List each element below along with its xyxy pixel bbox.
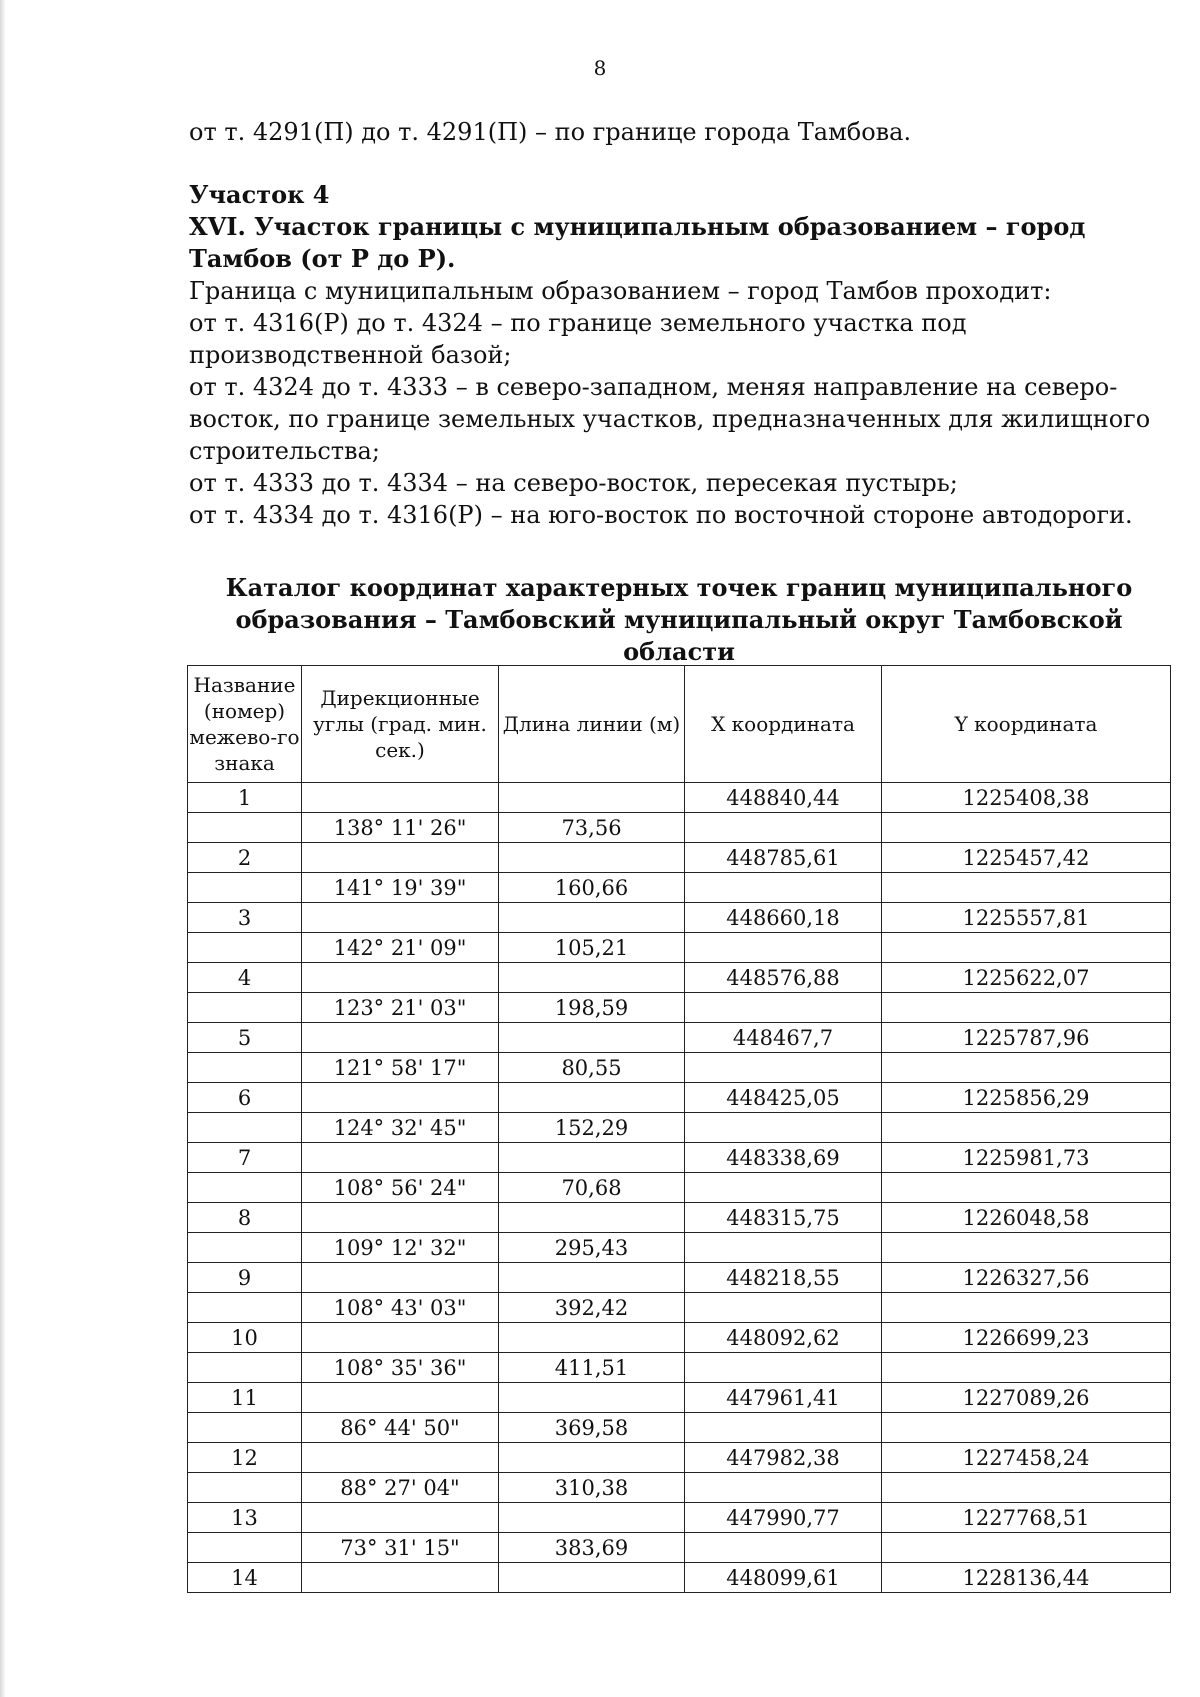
cell-y-coordinate xyxy=(882,1413,1171,1443)
cell-y-coordinate: 1225457,42 xyxy=(882,843,1171,873)
cell-line-length xyxy=(499,1263,685,1293)
cell-direction-angle: 121° 58' 17" xyxy=(302,1053,499,1083)
section-paragraph: от т. 4334 до т. 4316(Р) – на юго-восток по восточной стороне автодороги. xyxy=(189,501,1133,529)
cell-y-coordinate xyxy=(882,993,1171,1023)
cell-x-coordinate: 448576,88 xyxy=(685,963,882,993)
catalog-title: Каталог координат характерных точек границ муниципального образования – Тамбовский муниципальный округ Тамбовской области xyxy=(225,573,1133,666)
cell-x-coordinate xyxy=(685,1113,882,1143)
cell-line-length: 160,66 xyxy=(499,873,685,903)
cell-y-coordinate: 1225981,73 xyxy=(882,1143,1171,1173)
cell-x-coordinate xyxy=(685,1413,882,1443)
cell-x-coordinate xyxy=(685,1533,882,1563)
cell-x-coordinate: 448218,55 xyxy=(685,1263,882,1293)
cell-x-coordinate: 448315,75 xyxy=(685,1203,882,1233)
cell-x-coordinate xyxy=(685,1473,882,1503)
cell-mark-name: 9 xyxy=(188,1263,302,1293)
cell-line-length: 73,56 xyxy=(499,813,685,843)
cell-line-length: 105,21 xyxy=(499,933,685,963)
cell-direction-angle: 138° 11' 26" xyxy=(302,813,499,843)
cell-direction-angle xyxy=(302,1383,499,1413)
cell-y-coordinate: 1225622,07 xyxy=(882,963,1171,993)
table-row xyxy=(188,933,1171,963)
cell-mark-name xyxy=(188,813,302,843)
cell-x-coordinate: 448099,61 xyxy=(685,1563,882,1593)
cell-line-length: 310,38 xyxy=(499,1473,685,1503)
coordinate-catalog-table xyxy=(187,665,1171,1593)
cell-direction-angle xyxy=(302,1023,499,1053)
cell-line-length xyxy=(499,843,685,873)
table-row xyxy=(188,1383,1171,1413)
cell-direction-angle xyxy=(302,1503,499,1533)
cell-y-coordinate xyxy=(882,1113,1171,1143)
table-row xyxy=(188,873,1171,903)
cell-mark-name xyxy=(188,1473,302,1503)
cell-x-coordinate: 447961,41 xyxy=(685,1383,882,1413)
cell-mark-name: 8 xyxy=(188,1203,302,1233)
cell-y-coordinate xyxy=(882,1473,1171,1503)
cell-x-coordinate xyxy=(685,1173,882,1203)
cell-direction-angle xyxy=(302,783,499,813)
cell-y-coordinate: 1226699,23 xyxy=(882,1323,1171,1353)
scan-edge xyxy=(0,0,6,1697)
table-row xyxy=(188,1083,1171,1113)
cell-direction-angle: 108° 35' 36" xyxy=(302,1353,499,1383)
table-row xyxy=(188,1113,1171,1143)
cell-direction-angle xyxy=(302,1143,499,1173)
cell-y-coordinate xyxy=(882,873,1171,903)
cell-direction-angle: 108° 43' 03" xyxy=(302,1293,499,1323)
cell-mark-name xyxy=(188,1233,302,1263)
cell-line-length: 383,69 xyxy=(499,1533,685,1563)
cell-mark-name: 14 xyxy=(188,1563,302,1593)
table-row xyxy=(188,963,1171,993)
column-header-mark-name: Название (номер) межево-го знака xyxy=(188,666,302,783)
table-row xyxy=(188,1503,1171,1533)
cell-direction-angle: 73° 31' 15" xyxy=(302,1533,499,1563)
cell-mark-name: 6 xyxy=(188,1083,302,1113)
cell-y-coordinate: 1227089,26 xyxy=(882,1383,1171,1413)
cell-mark-name xyxy=(188,873,302,903)
section-paragraph: от т. 4333 до т. 4334 – на северо-восток, пересекая пустырь; xyxy=(189,469,958,497)
cell-line-length xyxy=(499,903,685,933)
cell-x-coordinate xyxy=(685,1233,882,1263)
table-row xyxy=(188,903,1171,933)
table-row xyxy=(188,993,1171,1023)
table-row xyxy=(188,783,1171,813)
table-row xyxy=(188,1413,1171,1443)
table-row xyxy=(188,1293,1171,1323)
cell-direction-angle xyxy=(302,1263,499,1293)
cell-mark-name: 10 xyxy=(188,1323,302,1353)
table-row xyxy=(188,1353,1171,1383)
section-subheading: XVI. Участок границы с муниципальным образованием – город Тамбов (от Р до Р). xyxy=(189,212,1086,273)
cell-mark-name xyxy=(188,1533,302,1563)
cell-line-length: 152,29 xyxy=(499,1113,685,1143)
cell-direction-angle: 123° 21' 03" xyxy=(302,993,499,1023)
column-header-y-coordinate: Y координата xyxy=(882,666,1171,783)
table-row xyxy=(188,1173,1171,1203)
cell-mark-name xyxy=(188,1413,302,1443)
cell-y-coordinate xyxy=(882,1353,1171,1383)
cell-y-coordinate: 1226327,56 xyxy=(882,1263,1171,1293)
cell-line-length: 198,59 xyxy=(499,993,685,1023)
table-row xyxy=(188,1233,1171,1263)
cell-direction-angle xyxy=(302,1323,499,1353)
cell-direction-angle: 108° 56' 24" xyxy=(302,1173,499,1203)
cell-x-coordinate xyxy=(685,813,882,843)
cell-mark-name xyxy=(188,1053,302,1083)
cell-x-coordinate: 448092,62 xyxy=(685,1323,882,1353)
cell-y-coordinate xyxy=(882,1533,1171,1563)
cell-y-coordinate xyxy=(882,1053,1171,1083)
cell-x-coordinate: 448660,18 xyxy=(685,903,882,933)
cell-line-length xyxy=(499,1143,685,1173)
cell-x-coordinate: 447990,77 xyxy=(685,1503,882,1533)
table-row xyxy=(188,1473,1171,1503)
column-header-line-length: Длина линии (м) xyxy=(499,666,685,783)
cell-direction-angle: 88° 27' 04" xyxy=(302,1473,499,1503)
cell-line-length: 295,43 xyxy=(499,1233,685,1263)
cell-y-coordinate: 1227458,24 xyxy=(882,1443,1171,1473)
cell-direction-angle: 124° 32' 45" xyxy=(302,1113,499,1143)
cell-mark-name xyxy=(188,993,302,1023)
cell-line-length: 369,58 xyxy=(499,1413,685,1443)
section-heading: Участок 4 xyxy=(189,180,330,209)
cell-y-coordinate: 1227768,51 xyxy=(882,1503,1171,1533)
cell-line-length: 392,42 xyxy=(499,1293,685,1323)
table-row xyxy=(188,1203,1171,1233)
cell-line-length: 411,51 xyxy=(499,1353,685,1383)
cell-line-length xyxy=(499,1083,685,1113)
cell-mark-name: 5 xyxy=(188,1023,302,1053)
table-row xyxy=(188,1533,1171,1563)
section-paragraph: от т. 4324 до т. 4333 – в северо-западном, меняя направление на северо-восток, по границе земельных участков, предназначенных для жилищного строительства; xyxy=(189,373,1151,465)
cell-mark-name xyxy=(188,1173,302,1203)
cell-line-length: 70,68 xyxy=(499,1173,685,1203)
cell-y-coordinate: 1225408,38 xyxy=(882,783,1171,813)
cell-line-length xyxy=(499,1323,685,1353)
cell-y-coordinate: 1225856,29 xyxy=(882,1083,1171,1113)
cell-direction-angle: 86° 44' 50" xyxy=(302,1413,499,1443)
cell-direction-angle xyxy=(302,843,499,873)
cell-direction-angle xyxy=(302,963,499,993)
cell-direction-angle: 141° 19' 39" xyxy=(302,873,499,903)
cell-direction-angle: 109° 12' 32" xyxy=(302,1233,499,1263)
cell-y-coordinate: 1228136,44 xyxy=(882,1563,1171,1593)
cell-x-coordinate xyxy=(685,993,882,1023)
column-header-direction-angle: Дирекционные углы (град. мин. сек.) xyxy=(302,666,499,783)
cell-x-coordinate xyxy=(685,1053,882,1083)
cell-mark-name xyxy=(188,1353,302,1383)
column-header-x-coordinate: X координата xyxy=(685,666,882,783)
cell-x-coordinate: 448425,05 xyxy=(685,1083,882,1113)
intro-text xyxy=(189,116,1169,148)
table-row xyxy=(188,1563,1171,1593)
table-row xyxy=(188,1263,1171,1293)
cell-x-coordinate: 448467,7 xyxy=(685,1023,882,1053)
section-paragraph: Граница с муниципальным образованием – город Тамбов проходит: xyxy=(189,277,1052,305)
cell-mark-name xyxy=(188,1113,302,1143)
section-block xyxy=(189,179,1169,531)
cell-mark-name xyxy=(188,1293,302,1323)
table-row xyxy=(188,813,1171,843)
intro-line: от т. 4291(П) до т. 4291(П) – по границе города Тамбова. xyxy=(189,118,912,146)
cell-mark-name: 12 xyxy=(188,1443,302,1473)
table-body xyxy=(188,783,1171,1593)
cell-x-coordinate xyxy=(685,873,882,903)
cell-y-coordinate: 1225787,96 xyxy=(882,1023,1171,1053)
cell-direction-angle xyxy=(302,1083,499,1113)
cell-direction-angle xyxy=(302,1563,499,1593)
cell-line-length xyxy=(499,1383,685,1413)
cell-line-length xyxy=(499,783,685,813)
cell-y-coordinate: 1226048,58 xyxy=(882,1203,1171,1233)
cell-x-coordinate xyxy=(685,1293,882,1323)
cell-y-coordinate xyxy=(882,1233,1171,1263)
page-number: 8 xyxy=(593,56,607,80)
cell-x-coordinate: 447982,38 xyxy=(685,1443,882,1473)
cell-direction-angle: 142° 21' 09" xyxy=(302,933,499,963)
cell-direction-angle xyxy=(302,903,499,933)
cell-y-coordinate: 1225557,81 xyxy=(882,903,1171,933)
cell-direction-angle xyxy=(302,1443,499,1473)
table-header-row xyxy=(188,666,1171,783)
cell-mark-name xyxy=(188,933,302,963)
cell-x-coordinate: 448840,44 xyxy=(685,783,882,813)
cell-x-coordinate xyxy=(685,933,882,963)
cell-mark-name: 11 xyxy=(188,1383,302,1413)
table-row xyxy=(188,1323,1171,1353)
cell-mark-name: 7 xyxy=(188,1143,302,1173)
cell-mark-name: 3 xyxy=(188,903,302,933)
cell-mark-name: 1 xyxy=(188,783,302,813)
cell-mark-name: 13 xyxy=(188,1503,302,1533)
cell-line-length xyxy=(499,963,685,993)
cell-x-coordinate: 448338,69 xyxy=(685,1143,882,1173)
cell-x-coordinate: 448785,61 xyxy=(685,843,882,873)
cell-line-length: 80,55 xyxy=(499,1053,685,1083)
cell-y-coordinate xyxy=(882,1173,1171,1203)
cell-y-coordinate xyxy=(882,933,1171,963)
cell-line-length xyxy=(499,1203,685,1233)
table-row xyxy=(188,1023,1171,1053)
table-row xyxy=(188,1053,1171,1083)
cell-line-length xyxy=(499,1443,685,1473)
cell-mark-name: 2 xyxy=(188,843,302,873)
cell-line-length xyxy=(499,1563,685,1593)
cell-y-coordinate xyxy=(882,1293,1171,1323)
section-paragraph: от т. 4316(Р) до т. 4324 – по границе земельного участка под производственной базой; xyxy=(189,309,967,369)
table-row xyxy=(188,1143,1171,1173)
cell-mark-name: 4 xyxy=(188,963,302,993)
cell-direction-angle xyxy=(302,1203,499,1233)
cell-line-length xyxy=(499,1503,685,1533)
table-row xyxy=(188,1443,1171,1473)
cell-x-coordinate xyxy=(685,1353,882,1383)
table-row xyxy=(188,843,1171,873)
cell-y-coordinate xyxy=(882,813,1171,843)
cell-line-length xyxy=(499,1023,685,1053)
